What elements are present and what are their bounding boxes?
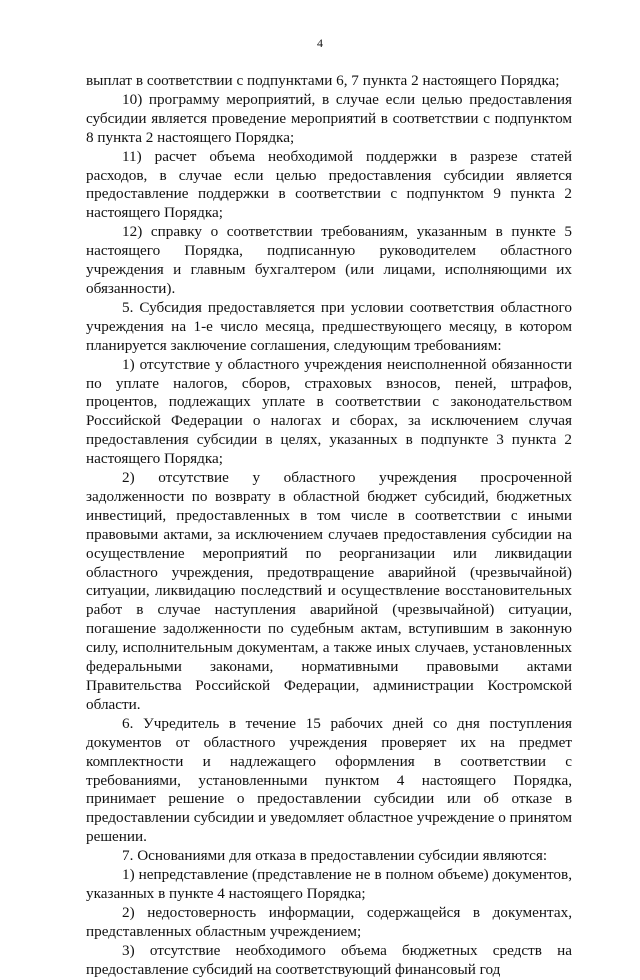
paragraph-section-5: 5. Субсидия предоставляется при условии соответствия областного учреждения на 1-е число месяца, предшествующего месяцу, в котором планируется заключение соглашения, следующим требованиям: [86, 298, 572, 354]
paragraph-refusal-3: 3) отсутствие необходимого объема бюджетных средств на предоставление субсидий на соответствующий финансовый год [86, 941, 572, 978]
paragraph-section-6: 6. Учредитель в течение 15 рабочих дней со дня поступления документов от областного учреждения проверяет их на предмет комплектности и надлежащего оформления в соответствии с требованиями, установленными пунктом 4 настоящего Порядка, принимает решение о предоставлении субсидии или об отказе в предоставлении субсидии и уведомляет областное учреждение о принятом решении. [86, 714, 572, 846]
paragraph-refusal-2: 2) недостоверность информации, содержащейся в документах, представленных областным учреждением; [86, 903, 572, 940]
paragraph-item-12-certificate: 12) справку о соответствии требованиям, указанным в пункте 5 настоящего Порядка, подписанную руководителем областного учреждения и главным бухгалтером (или лицами, исполняющими их обязанности). [86, 223, 572, 297]
paragraph-section-7: 7. Основаниями для отказа в предоставлении субсидии являются: [122, 847, 548, 865]
page-number: 4 [317, 36, 323, 50]
paragraph-requirement-1: 1) отсутствие у областного учреждения неисполненной обязанности по уплате налогов, сборов, страховых взносов, пеней, штрафов, процентов, подлежащих уплате в соответствии с законодательством Российской Федерации о налогах и сборах, за исключением случая предоставления субсидии в целях, указанных в подпункте 3 пункта 2 настоящего Порядка; [86, 355, 572, 468]
paragraph-continuation: выплат в соответствии с подпунктами 6, 7 пункта 2 настоящего Порядка; [86, 72, 560, 89]
paragraph-item-10-program: 10) программу мероприятий, в случае если целью предоставления субсидии является проведение мероприятий в соответствии с подпунктом 8 пункта 2 настоящего Порядка; [86, 90, 572, 146]
document-body [86, 72, 572, 980]
paragraph-requirement-2: 2) отсутствие у областного учреждения просроченной задолженности по возврату в областной бюджет субсидий, бюджетных инвестиций, предоставленных в том числе в соответствии с иными правовыми актами, за исключением случаев предоставления субсидии на осуществление мероприятий по реорганизации или ликвидации областного учреждения, предотвращение аварийной (чрезвычайной) ситуации, ликвидацию последствий и осуществление восстановительных работ в случае наступления аварийной (чрезвычайной) ситуации, погашение задолженности по судебным актам, вступившим в законную силу, исполнительным документам, а также иных случаев, установленных федеральными законами, нормативными правовыми актами Правительства Российской Федерации, администрации Костромской области. [86, 469, 572, 713]
paragraph-item-11-calculation: 11) расчет объема необходимой поддержки в разрезе статей расходов, в случае если целью предоставления субсидии является предоставление поддержки в соответствии с подпунктом 9 пункта 2 настоящего Порядка; [86, 147, 572, 222]
paragraph-refusal-1: 1) непредставление (представление не в полном объеме) документов, указанных в пункте 4 настоящего Порядка; [86, 866, 572, 902]
